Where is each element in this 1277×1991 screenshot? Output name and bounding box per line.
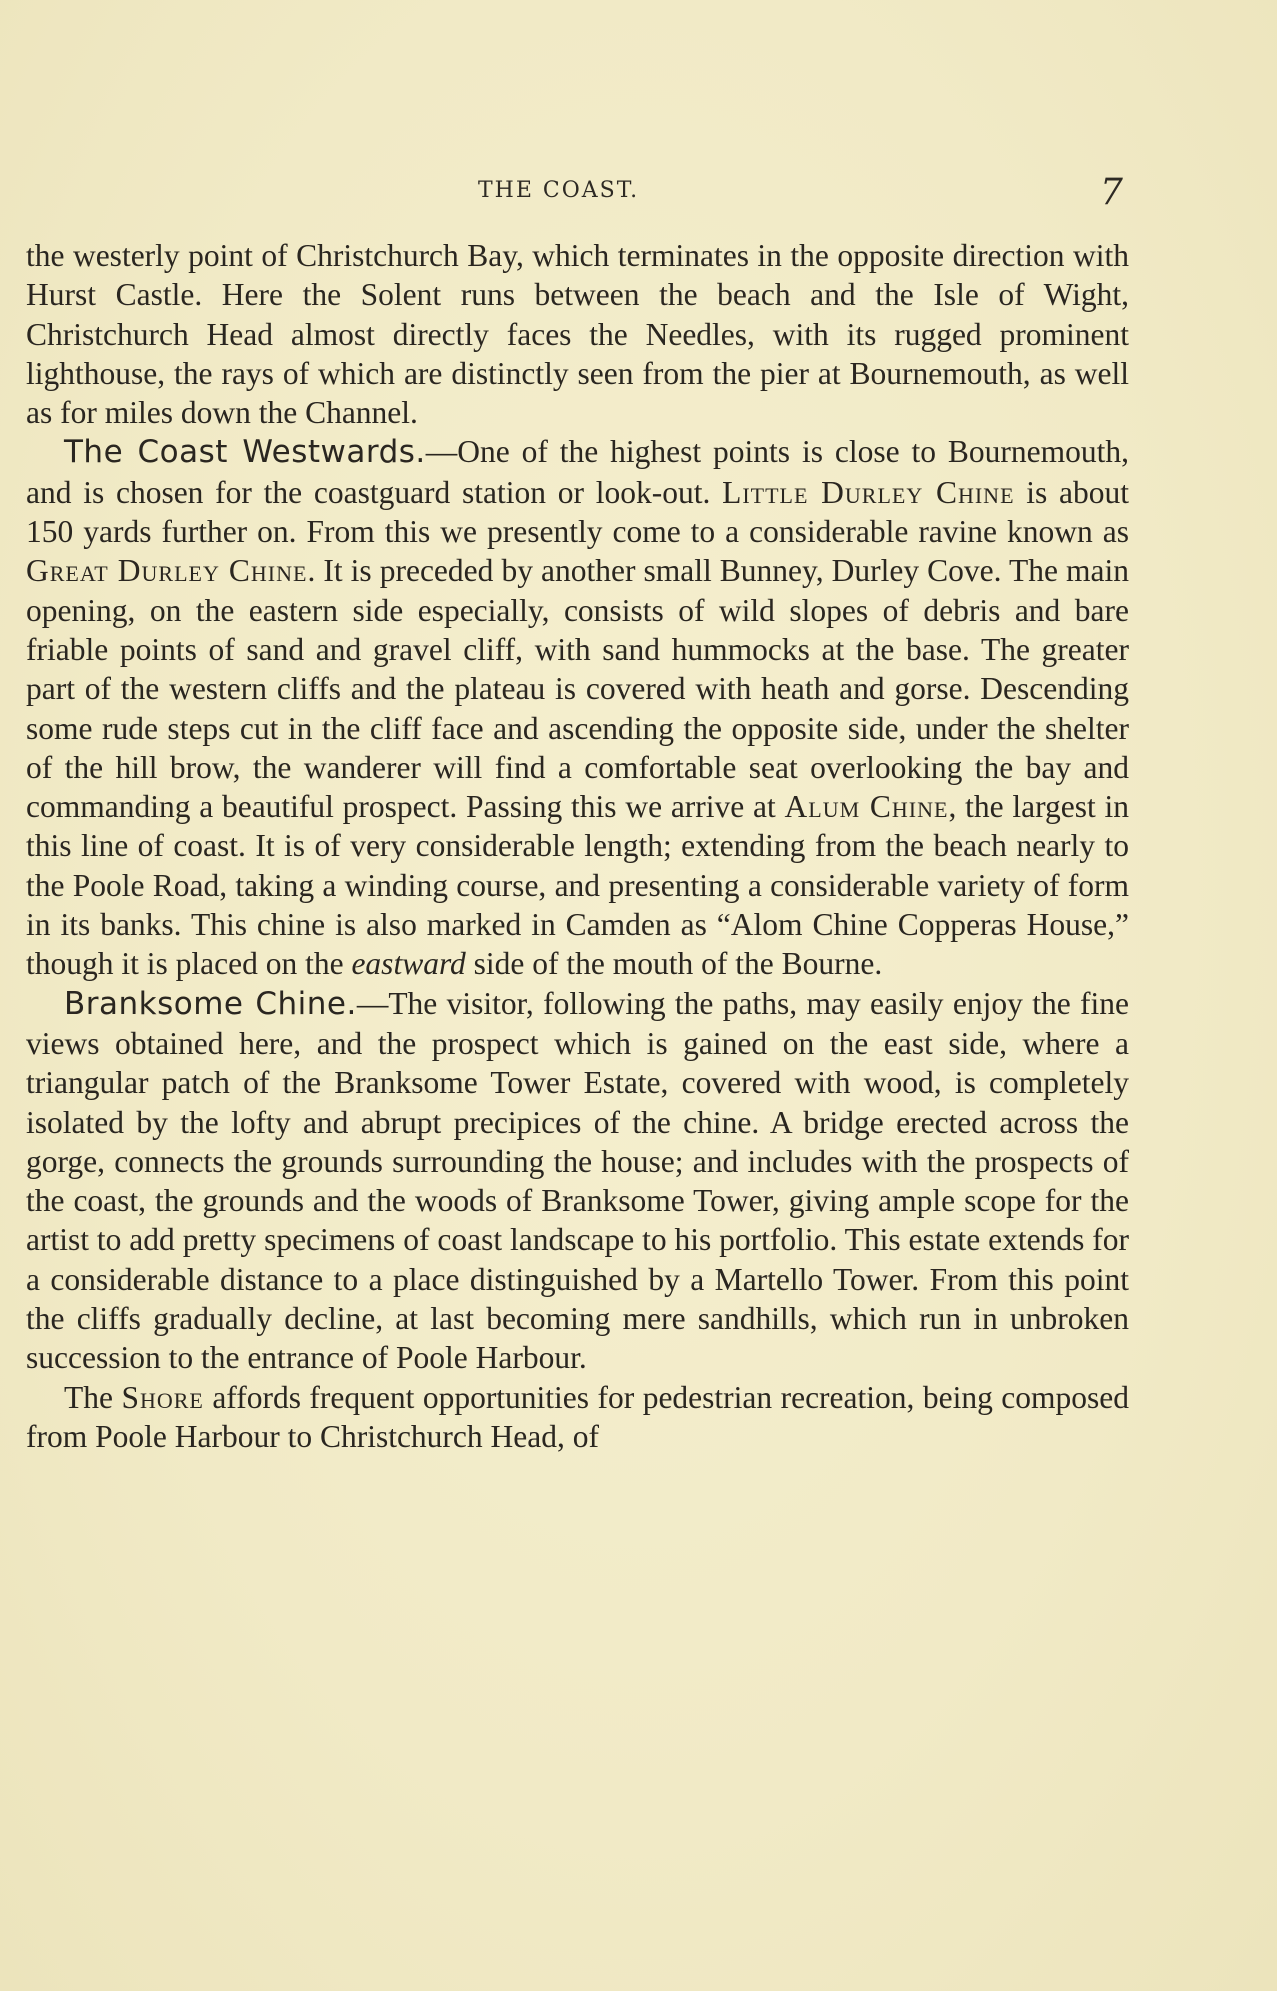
paragraph-text: the westerly point of Christchurch Bay, which terminates in the opposite direction with Hurst Castle. Here the Solent runs between the beach and the Isle of Wight, Christchurch Head almost directly faces the Needles, with its rugged prominent lighthouse, the rays of which are distinctly seen from the pier at Bournemouth, as well as for miles down the Channel. xyxy=(26,238,1129,431)
paragraph-text: , the largest in this line of coast. It is of very considerable length; extending from the beach nearly to the Poole Road, taking a winding course, and presenting a considerable variety of form in its banks. This chine is also marked in Camden as “Alom Chine Copperas House,” though it is placed on the xyxy=(26,789,1129,982)
place-name-great-durley-chine: Great Durley Chine xyxy=(26,553,308,589)
paragraph-text: —One of the highest points is close to Bournemouth, and is chosen for the coastguard station or look-out. xyxy=(26,434,1129,510)
paragraph-text: side of the mouth of the Bourne. xyxy=(465,946,883,982)
place-name-alum-chine: Alum Chine xyxy=(784,789,949,825)
paragraph-text: The xyxy=(64,1379,122,1415)
paragraph-branksome-chine xyxy=(26,984,1129,1378)
emphasis-eastward: eastward xyxy=(351,946,466,982)
running-head: THE COAST. xyxy=(478,178,640,203)
section-heading-branksome-chine: Branksome Chine. xyxy=(64,985,357,1022)
paragraph-text: . It is preceded by another small Bunney, Durley Cove. The main opening, on the eastern side especially, consists of wild slopes of debris and bare friable points of sand and gravel cliff, with sand hummocks at the base. The greater part of the western cliffs and the plateau is covered with heath and gorse. Descending some rude steps cut in the cliff face and ascending the opposite side, under the shelter of the hill brow, the wanderer will find a comfortable seat overlooking the bay and commanding a beautiful prospect. Passing this we arrive at xyxy=(26,553,1129,825)
paragraph-coast-westwards xyxy=(26,432,1129,983)
body-text xyxy=(26,236,1129,1456)
paragraph-text: is about 150 yards further on. From this we presently come to a considerable ravine known as xyxy=(26,474,1129,550)
section-heading-coast-westwards: The Coast Westwards. xyxy=(64,434,426,471)
place-name-little-durley-chine: Little Durley Chine xyxy=(722,474,1015,510)
paragraph-text: affords frequent opportunities for pedestrian recreation, being composed from Poole Harbour to Christchurch Head, of xyxy=(26,1379,1129,1454)
paragraph-shore xyxy=(26,1378,1129,1457)
term-shore: Shore xyxy=(121,1379,204,1415)
page-number: 7 xyxy=(1100,172,1123,213)
paragraph-continuation xyxy=(26,236,1129,432)
paragraph-text: —The visitor, following the paths, may easily enjoy the fine views obtained here, and the prospect which is gained on the east side, where a triangular patch of the Branksome Tower Estate, covered with wood, is completely isolated by the lofty and abrupt precipices of the chine. A bridge erected across the gorge, connects the grounds surrounding the house; and includes with the prospects of the coast, the grounds and the woods of Branksome Tower, giving ample scope for the artist to add pretty specimens of coast landscape to his portfolio. This estate extends for a considerable distance to a place distinguished by a Martello Tower. From this point the cliffs gradually decline, at last becoming mere sandhills, which run in unbroken succession to the entrance of Poole Harbour. xyxy=(26,985,1129,1376)
page-header xyxy=(0,172,1277,232)
